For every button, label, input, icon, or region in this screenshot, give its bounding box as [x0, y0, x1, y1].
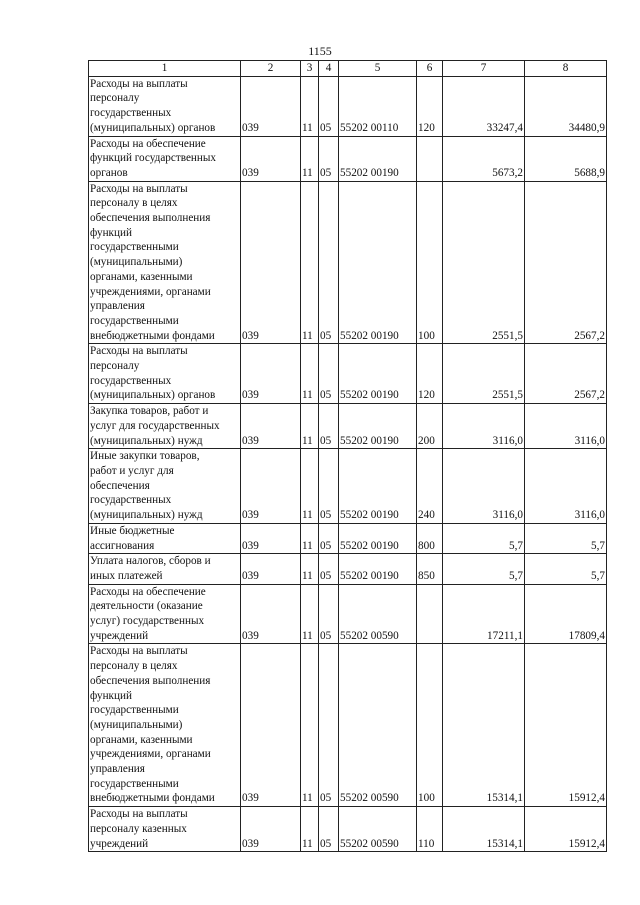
- vr-cell: [417, 136, 443, 181]
- vr-cell: 100: [417, 644, 443, 807]
- row-name-cell: [89, 181, 241, 344]
- pr-cell: 05: [319, 76, 339, 136]
- row-name-cell: [89, 523, 241, 553]
- table-row: [89, 136, 607, 181]
- name-line: государственных: [90, 107, 172, 120]
- value-2022-cell: 5673,2: [443, 136, 525, 181]
- value-2023-cell: 5,7: [525, 554, 607, 584]
- name-line: Иные закупки товаров,: [90, 450, 200, 463]
- page-number: 1155: [308, 44, 332, 58]
- csr-cell: 55202 00590: [339, 644, 417, 807]
- name-line: обеспечения: [90, 479, 150, 492]
- name-line: услуг для государственных: [90, 419, 220, 432]
- vr-cell: [417, 584, 443, 644]
- value-2022-cell: 33247,4: [443, 76, 525, 136]
- pr-cell: 05: [319, 644, 339, 807]
- name-line: государственными: [90, 241, 179, 254]
- value-2022-cell: 5,7: [443, 523, 525, 553]
- row-name-cell: [89, 644, 241, 807]
- name-line: (муниципальных) органов: [90, 389, 216, 402]
- name-line: учреждениями, органами: [90, 285, 211, 298]
- row-name-cell: [89, 76, 241, 136]
- name-line: государственными: [90, 704, 179, 717]
- rz-cell: 11: [301, 554, 319, 584]
- csr-cell: 55202 00110: [339, 76, 417, 136]
- header-cell-2: 2: [241, 61, 301, 77]
- value-2022-cell: 2551,5: [443, 181, 525, 344]
- name-line: Расходы на выплаты: [90, 808, 188, 821]
- pr-cell: 05: [319, 136, 339, 181]
- value-2022-cell: 5,7: [443, 554, 525, 584]
- value-2023-cell: 17809,4: [525, 584, 607, 644]
- name-line: персоналу казенных: [90, 822, 187, 835]
- row-name-cell: [89, 344, 241, 404]
- header-cell-7: 7: [443, 61, 525, 77]
- value-2023-cell: 3116,0: [525, 404, 607, 449]
- csr-cell: 55202 00590: [339, 584, 417, 644]
- name-line: функций государственных: [90, 152, 217, 165]
- rz-cell: 11: [301, 404, 319, 449]
- name-line: органов: [90, 166, 128, 179]
- ved-cell: 039: [241, 523, 301, 553]
- name-line: (муниципальных) органов: [90, 121, 216, 134]
- table-row: [89, 344, 607, 404]
- name-line: учреждениями, органами: [90, 748, 211, 761]
- table-row: [89, 807, 607, 852]
- csr-cell: 55202 00190: [339, 404, 417, 449]
- name-line: персоналу: [90, 92, 140, 105]
- name-line: органами, казенными: [90, 270, 193, 283]
- header-cell-1: 1: [89, 61, 241, 77]
- value-2023-cell: 34480,9: [525, 76, 607, 136]
- name-line: государственных: [90, 374, 172, 387]
- name-line: управления: [90, 300, 145, 313]
- rz-cell: 11: [301, 523, 319, 553]
- rz-cell: 11: [301, 344, 319, 404]
- table-row: [89, 76, 607, 136]
- header-cell-8: 8: [525, 61, 607, 77]
- name-line: учреждений: [90, 837, 149, 850]
- table-row: [89, 449, 607, 524]
- name-line: учреждений: [90, 629, 149, 642]
- rz-cell: 11: [301, 807, 319, 852]
- table-row: [89, 404, 607, 449]
- name-line: функций: [90, 226, 132, 239]
- csr-cell: 55202 00190: [339, 136, 417, 181]
- pr-cell: 05: [319, 344, 339, 404]
- table-row: [89, 181, 607, 344]
- row-name-cell: [89, 584, 241, 644]
- vr-cell: 200: [417, 404, 443, 449]
- name-line: обеспечения выполнения: [90, 212, 211, 225]
- ved-cell: 039: [241, 136, 301, 181]
- name-line: работ и услуг для: [90, 464, 174, 477]
- ved-cell: 039: [241, 344, 301, 404]
- budget-table: [88, 60, 607, 852]
- pr-cell: 05: [319, 523, 339, 553]
- ved-cell: 039: [241, 181, 301, 344]
- name-line: государственными: [90, 777, 179, 790]
- name-line: персоналу в целях: [90, 660, 178, 673]
- csr-cell: 55202 00190: [339, 181, 417, 344]
- rz-cell: 11: [301, 449, 319, 524]
- vr-cell: 850: [417, 554, 443, 584]
- name-line: Закупка товаров, работ и: [90, 405, 209, 418]
- value-2022-cell: 15314,1: [443, 644, 525, 807]
- value-2023-cell: 3116,0: [525, 449, 607, 524]
- name-line: Расходы на обеспечение: [90, 585, 206, 598]
- csr-cell: 55202 00190: [339, 523, 417, 553]
- csr-cell: 55202 00190: [339, 554, 417, 584]
- row-name-cell: [89, 449, 241, 524]
- table-row: [89, 554, 607, 584]
- header-cell-5: 5: [339, 61, 417, 77]
- name-line: (муниципальных) нужд: [90, 434, 203, 447]
- name-line: Расходы на выплаты: [90, 345, 188, 358]
- header-cell-3: 3: [301, 61, 319, 77]
- rz-cell: 11: [301, 644, 319, 807]
- name-line: Расходы на выплаты: [90, 77, 188, 90]
- name-line: персоналу в целях: [90, 197, 178, 210]
- rz-cell: 11: [301, 181, 319, 344]
- value-2022-cell: 3116,0: [443, 449, 525, 524]
- pr-cell: 05: [319, 554, 339, 584]
- row-name-cell: [89, 807, 241, 852]
- vr-cell: 240: [417, 449, 443, 524]
- name-line: (муниципальными): [90, 718, 183, 731]
- name-line: обеспечения выполнения: [90, 674, 211, 687]
- rz-cell: 11: [301, 136, 319, 181]
- ved-cell: 039: [241, 449, 301, 524]
- vr-cell: 120: [417, 344, 443, 404]
- value-2022-cell: 15314,1: [443, 807, 525, 852]
- header-cell-4: 4: [319, 61, 339, 77]
- value-2023-cell: 2567,2: [525, 344, 607, 404]
- name-line: Расходы на выплаты: [90, 645, 188, 658]
- value-2022-cell: 3116,0: [443, 404, 525, 449]
- ved-cell: 039: [241, 76, 301, 136]
- csr-cell: 55202 00590: [339, 807, 417, 852]
- table-body: [89, 61, 607, 852]
- pr-cell: 05: [319, 584, 339, 644]
- rz-cell: 11: [301, 584, 319, 644]
- table-row: [89, 584, 607, 644]
- rz-cell: 11: [301, 76, 319, 136]
- name-line: (муниципальных) нужд: [90, 509, 203, 522]
- header-cell-6: 6: [417, 61, 443, 77]
- vr-cell: 800: [417, 523, 443, 553]
- name-line: органами, казенными: [90, 733, 193, 746]
- name-line: внебюджетными фондами: [90, 329, 215, 342]
- value-2022-cell: 17211,1: [443, 584, 525, 644]
- name-line: деятельности (оказание: [90, 600, 203, 613]
- name-line: персоналу: [90, 360, 140, 373]
- vr-cell: 110: [417, 807, 443, 852]
- name-line: функций: [90, 689, 132, 702]
- value-2023-cell: 5,7: [525, 523, 607, 553]
- value-2023-cell: 15912,4: [525, 644, 607, 807]
- name-line: (муниципальными): [90, 256, 183, 269]
- value-2022-cell: 2551,5: [443, 344, 525, 404]
- row-name-cell: [89, 404, 241, 449]
- ved-cell: 039: [241, 554, 301, 584]
- name-line: Уплата налогов, сборов и: [90, 555, 211, 568]
- ved-cell: 039: [241, 807, 301, 852]
- row-name-cell: [89, 554, 241, 584]
- pr-cell: 05: [319, 807, 339, 852]
- value-2023-cell: 5688,9: [525, 136, 607, 181]
- vr-cell: 100: [417, 181, 443, 344]
- table-row: [89, 644, 607, 807]
- ved-cell: 039: [241, 644, 301, 807]
- name-line: услуг) государственных: [90, 615, 205, 628]
- name-line: Расходы на обеспечение: [90, 137, 206, 150]
- ved-cell: 039: [241, 404, 301, 449]
- name-line: государственными: [90, 314, 179, 327]
- name-line: Иные бюджетные: [90, 524, 175, 537]
- name-line: внебюджетными фондами: [90, 792, 215, 805]
- name-line: иных платежей: [90, 569, 163, 582]
- pr-cell: 05: [319, 404, 339, 449]
- name-line: ассигнования: [90, 539, 155, 552]
- value-2023-cell: 15912,4: [525, 807, 607, 852]
- value-2023-cell: 2567,2: [525, 181, 607, 344]
- pr-cell: 05: [319, 181, 339, 344]
- pr-cell: 05: [319, 449, 339, 524]
- row-name-cell: [89, 136, 241, 181]
- ved-cell: 039: [241, 584, 301, 644]
- name-line: государственных: [90, 494, 172, 507]
- table-row: [89, 523, 607, 553]
- vr-cell: 120: [417, 76, 443, 136]
- header-row: [89, 61, 607, 77]
- name-line: управления: [90, 763, 145, 776]
- csr-cell: 55202 00190: [339, 344, 417, 404]
- name-line: Расходы на выплаты: [90, 182, 188, 195]
- csr-cell: 55202 00190: [339, 449, 417, 524]
